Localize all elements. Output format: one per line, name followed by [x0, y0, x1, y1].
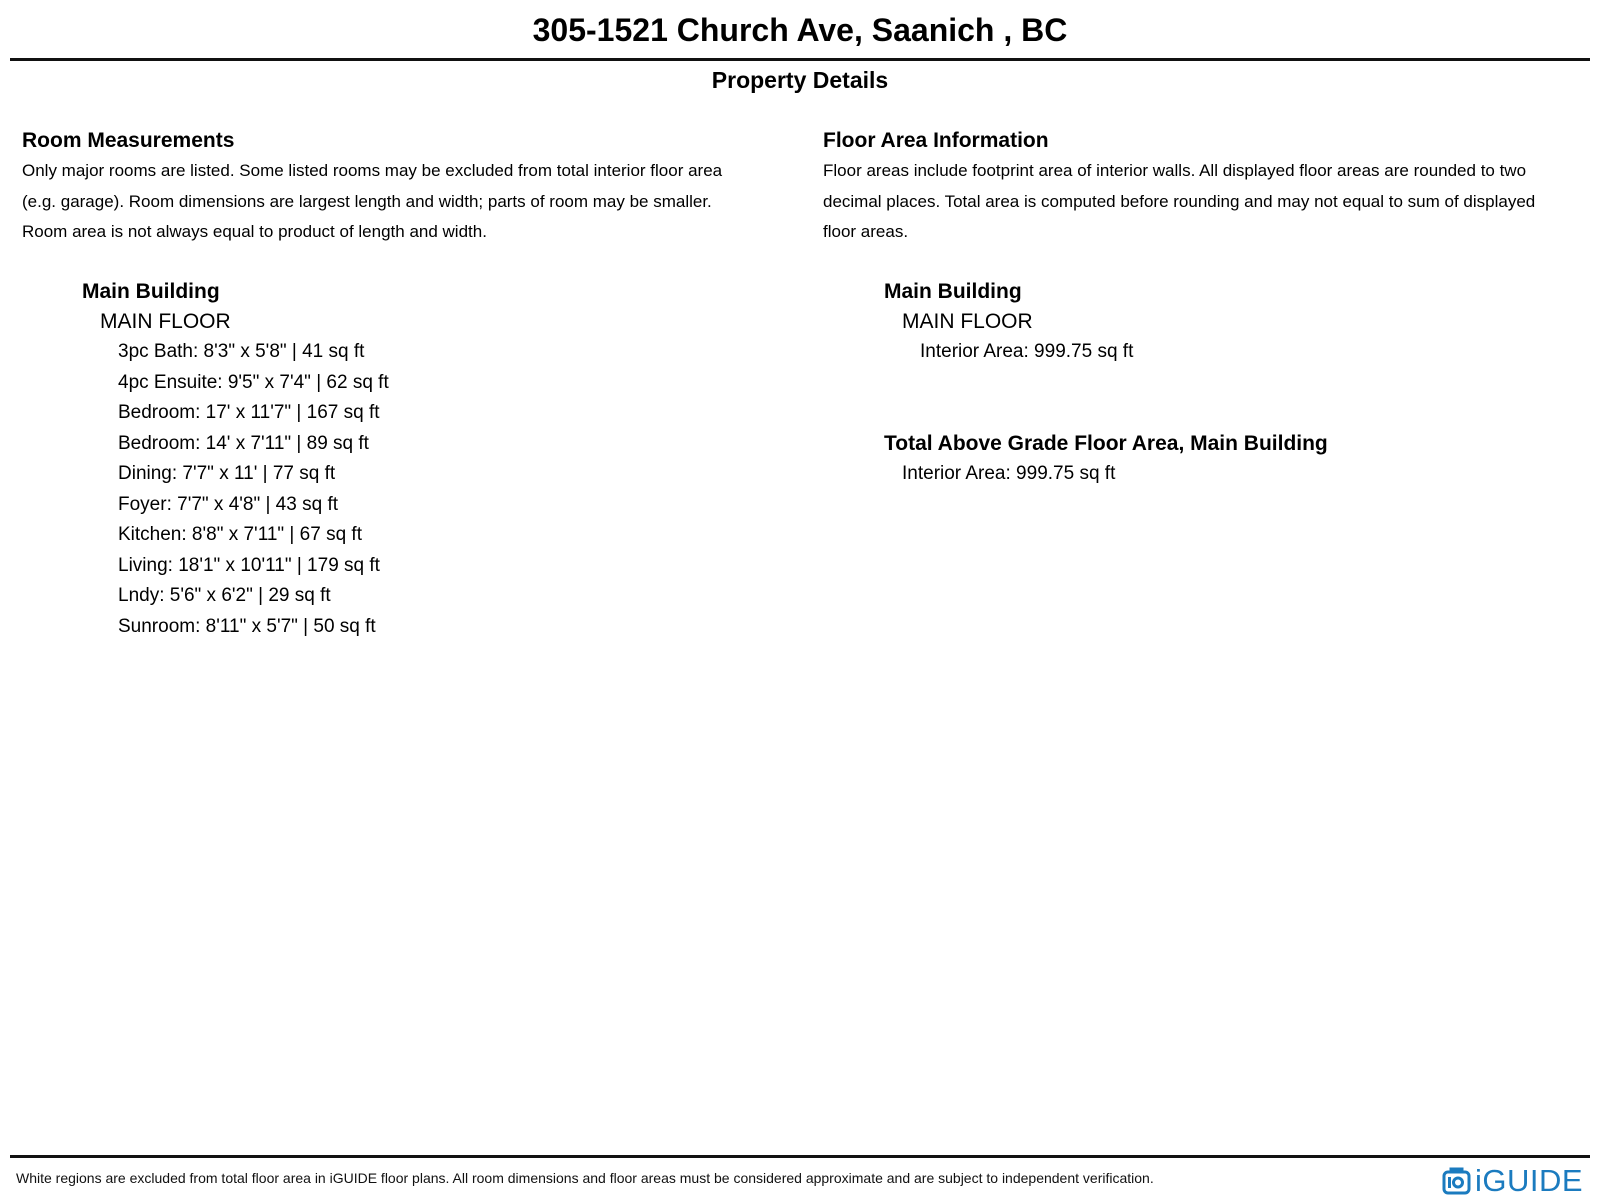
- room-measurements-heading: Room Measurements: [22, 129, 235, 152]
- room-measurements-desc-line: (e.g. garage). Room dimensions are largest length and width; parts of room may be smaller.: [22, 191, 712, 211]
- floor-area-desc-line: decimal places. Total area is computed before rounding and may not equal to sum of displayed: [823, 191, 1536, 211]
- room-list-item: Kitchen: 8'8" x 7'11" | 67 sq ft: [118, 524, 362, 545]
- total-area-block: [884, 429, 1328, 490]
- floor-area-section: [823, 126, 1593, 248]
- title-divider: [10, 58, 1590, 61]
- room-measurements-desc-line: Only major rooms are listed. Some listed rooms may be excluded from total interior floor area: [22, 161, 723, 180]
- floor-heading: MAIN FLOOR: [100, 310, 231, 333]
- building-heading: Main Building: [82, 280, 220, 303]
- room-list-item: 3pc Bath: 8'3" x 5'8" | 41 sq ft: [118, 341, 365, 362]
- floor-heading: MAIN FLOOR: [902, 310, 1033, 333]
- room-list-block: [82, 277, 389, 642]
- logo-text: iGUIDE: [1475, 1163, 1584, 1198]
- floor-interior-area: Interior Area: 999.75 sq ft: [920, 341, 1134, 362]
- floor-area-desc-line: floor areas.: [823, 222, 909, 241]
- room-list-item: Lndy: 5'6" x 6'2" | 29 sq ft: [118, 585, 331, 606]
- room-list-item: Bedroom: 17' x 11'7" | 167 sq ft: [118, 402, 380, 423]
- room-list-item: 4pc Ensuite: 9'5" x 7'4" | 62 sq ft: [118, 371, 389, 393]
- footer-disclaimer: White regions are excluded from total floor area in iGUIDE floor plans. All room dimensions and floor areas must be considered approximate and are subject to independent verification.: [16, 1170, 1154, 1186]
- room-list-item: Dining: 7'7" x 11' | 77 sq ft: [118, 463, 336, 484]
- floor-area-desc-line: Floor areas include footprint area of interior walls. All displayed floor areas are rounded to two: [823, 161, 1527, 180]
- room-list-item: Bedroom: 14' x 7'11" | 89 sq ft: [118, 432, 369, 454]
- page-subtitle: Property Details: [711, 67, 889, 93]
- total-area-heading: Total Above Grade Floor Area, Main Building: [884, 432, 1328, 455]
- room-list-item: Sunroom: 8'11" x 5'7" | 50 sq ft: [118, 615, 376, 637]
- footer-divider: [10, 1155, 1590, 1158]
- floor-area-block: [884, 277, 1133, 368]
- iguide-logo: [1442, 1163, 1583, 1199]
- building-heading: Main Building: [884, 280, 1022, 303]
- room-measurements-desc-line: Room area is not always equal to product of length and width.: [22, 222, 487, 241]
- page-title: 305-1521 Church Ave, Saanich , BC: [532, 12, 1068, 48]
- iguide-logo-icon: [1442, 1166, 1472, 1196]
- room-list-item: Foyer: 7'7" x 4'8" | 43 sq ft: [118, 493, 339, 515]
- room-list-item: Living: 18'1" x 10'11" | 179 sq ft: [118, 554, 380, 576]
- total-interior-area: Interior Area: 999.75 sq ft: [902, 463, 1116, 484]
- floor-area-heading: Floor Area Information: [823, 129, 1049, 152]
- room-measurements-section: [22, 126, 782, 248]
